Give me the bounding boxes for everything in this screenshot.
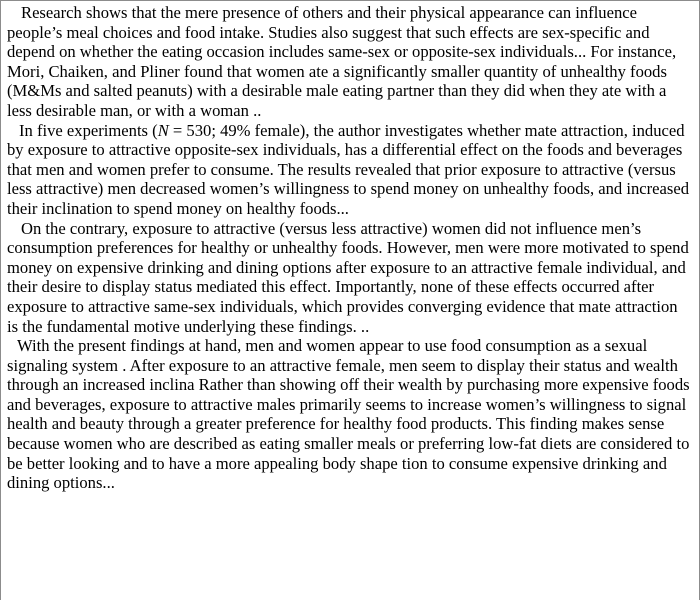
- paragraph-2: [7, 121, 692, 219]
- sample-size-symbol: N: [157, 120, 169, 140]
- paragraph-1: Research shows that the mere presence of others and their physical appearance can influence people’s meal choices and food intake. Studies also suggest that such effects are sex-specific and depend on whether the eating occasion includes same-sex or opposite-sex individuals... For instance, Mori, Chaiken, and Pliner found that women ate a significantly smaller quantity of unhealthy foods (M&Ms and salted peanuts) with a desirable male eating partner than they did when they ate with a less desirable man, or with a woman ..: [7, 3, 677, 120]
- paragraph-2-text-start: In five experiments (: [19, 120, 158, 140]
- paragraph-2-text-end: = 530; 49% female), the author investigates whether mate attraction, induced by exposure to attractive opposite-sex individuals, has a differential effect on the foods and beverages that men and women prefer to consume. The results revealed that prior exposure to attractive (versus less attractive) men decreased women’s willingness to spend money on unhealthy foods, and increased their inclination to spend money on healthy foods...: [7, 120, 689, 218]
- paragraph-4: With the present findings at hand, men and women appear to use food consumption as a sexual signaling system . After exposure to an attractive female, men seem to display their status and wealth through an increased inclina Rather than showing off their wealth by purchasing more expensive foods and beverages, exposure to attractive males primarily seems to increase women’s willingness to signal health and beauty through a greater preference for healthy food products. This finding makes sense because women who are described as eating smaller meals or preferring low-fat diets are considered to be better looking and to have a more appealing body shape tion to consume expensive drinking and dining options...: [7, 336, 690, 493]
- paragraph-3: On the contrary, exposure to attractive (versus less attractive) women did not influence men’s consumption preferences for healthy or unhealthy foods. However, men were more motivated to spend money on expensive drinking and dining options after exposure to an attractive female individual, and their desire to display status mediated this effect. Importantly, none of these effects occurred after exposure to attractive same-sex individuals, which provides converging evidence that mate attraction is the fundamental motive underlying these findings. ..: [7, 218, 689, 336]
